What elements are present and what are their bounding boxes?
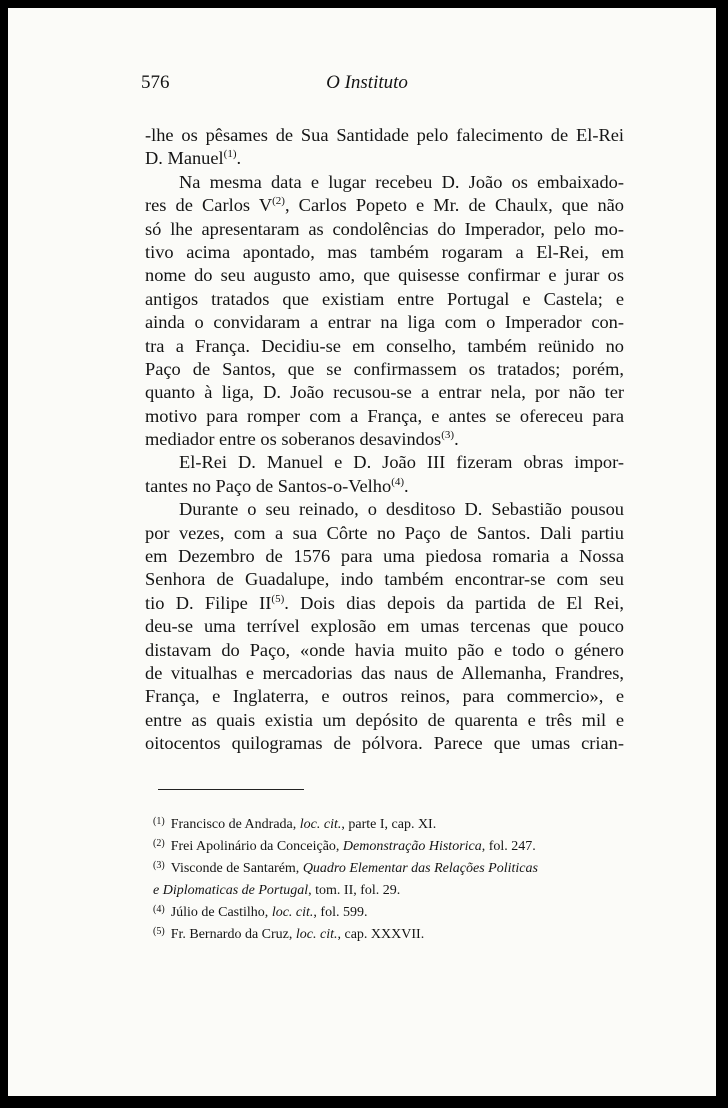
page-header	[141, 72, 593, 96]
footnote-ref: (2)	[272, 195, 285, 208]
text-line: -lhe os pêsames de Sua Santidade pelo falecimento de El-Rei	[145, 125, 624, 145]
text-line: quanto à liga, D. João recusou-se a entrar nela, por não ter	[145, 382, 624, 403]
text-line: oitocentos quilogramas de pólvora. Parece que umas crian-	[145, 733, 624, 754]
text-line: Durante o seu reinado, o desditoso D. Sebastião pousou	[179, 499, 624, 520]
text-line: antigos tratados que existiam entre Portugal e Castela; e	[145, 288, 624, 309]
footnote-ref: (5)	[271, 592, 285, 605]
text-line: deu-se uma terrível explosão em umas tercenas que pouco	[145, 616, 624, 637]
footnote: $^{(3)}$ Visconde de Santarém, Quadro Elementar das Relações Politicas	[153, 860, 538, 876]
text-line: ainda o convidaram a entrar na liga com o Imperador con-	[145, 312, 624, 333]
page-number: 576	[141, 72, 170, 93]
footnote-continuation: e Diplomaticas de Portugal, tom. II, fol. 29.	[153, 883, 401, 898]
footnote: $^{(1)}$ Francisco de Andrada, loc. cit., parte I, cap. XI.	[153, 816, 437, 832]
footnote: $^{(5)}$ Fr. Bernardo da Cruz, loc. cit., cap. XXXVII.	[153, 926, 425, 942]
body-text	[145, 124, 624, 756]
footnote: $^{(4)}$ Júlio de Castilho, loc. cit., fol. 599.	[153, 904, 368, 920]
text-line: entre as quais existia um depósito de quarenta e três mil e	[145, 709, 624, 730]
footnote-separator	[158, 789, 304, 790]
text-line: de vitualhas e mercadorias das naus de Allemanha, Frandres,	[145, 662, 624, 683]
text-line: D. Manuel$^{(1)}$.	[145, 148, 242, 169]
footnote: $^{(2)}$ Frei Apolinário da Conceição, Demonstração Historica, fol. 247.	[153, 838, 536, 854]
footnote-ref: (3)	[441, 429, 455, 442]
text-line: Senhora de Guadalupe, indo também encontrar-se com seu	[145, 569, 624, 590]
book-page	[8, 8, 716, 1096]
text-line: mediador entre os soberanos desavindos$^{(3)}$.	[145, 429, 459, 450]
footnotes	[153, 814, 625, 946]
text-line: res de Carlos $V^{(2)}$, Carlos Popeto e Mr. de Chaulx, que não	[145, 195, 625, 216]
text-line: nome do seu augusto amo, que quisesse confirmar e jurar os	[145, 265, 624, 286]
text-line: distavam do Paço, «onde havia muito pão e todo o género	[145, 639, 624, 660]
text-line: tio D. Filipe II$^{(5)}$. Dois dias depois da partida de El Rei,	[145, 592, 624, 613]
text-line: Na mesma data e lugar recebeu D. João os embaixado-	[179, 171, 624, 192]
text-line: tra a França. Decidiu-se em conselho, também reünido no	[145, 335, 624, 356]
text-line: tivo acima apontado, mas também rogaram a El-Rei, em	[145, 241, 624, 262]
text-line: motivo para romper com a França, e antes se ofereceu para	[145, 405, 624, 426]
text-line: tantes no Paço de Santos-o-Velho$^{(4)}$.	[145, 475, 409, 496]
text-line: Paço de Santos, que se confirmassem os tratados; porém,	[145, 358, 624, 379]
text-line: em Dezembro de 1576 para uma piedosa romaria a Nossa	[145, 546, 624, 567]
footnote-ref: (1)	[223, 148, 237, 161]
text-line: El-Rei D. Manuel e D. João III fizeram obras impor-	[179, 452, 624, 473]
text-line: França, e Inglaterra, e outros reinos, para commercio», e	[145, 686, 624, 707]
text-line: por vezes, com a sua Côrte no Paço de Santos. Dali partiu	[145, 522, 624, 543]
footnote-ref: (4)	[391, 475, 405, 488]
running-title: O Instituto	[326, 72, 408, 93]
text-line: só lhe apresentaram as condolências do Imperador, pelo mo-	[145, 218, 624, 239]
